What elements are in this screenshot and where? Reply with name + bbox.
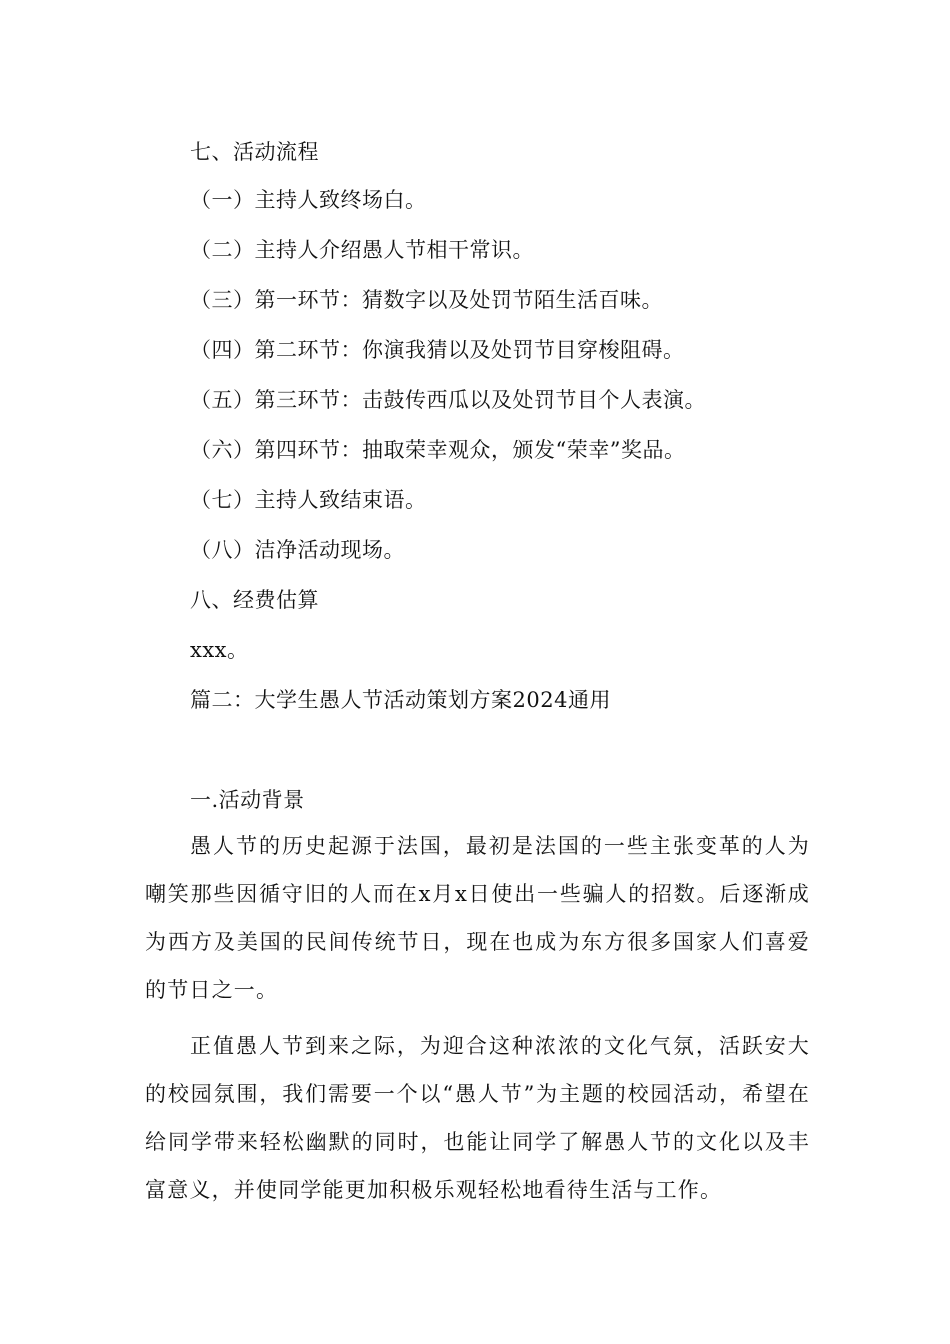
process-item: （二）主持人介绍愚人节相干常识。 xyxy=(190,238,534,262)
process-item: （三）第一环节：猜数字以及处罚节陌生活百味。 xyxy=(190,288,663,312)
section-heading-process: 七、活动流程 xyxy=(190,140,319,164)
process-item: （七）主持人致结束语。 xyxy=(190,488,427,512)
background-paragraph: 愚人节的历史起源于法国，最初是法国的一些主张变革的人为嘲笑那些因循守旧的人而在x月x日使出一些骗人的招数。后逐渐成为西方及美国的民间传统节日，现在也成为东方很多国家人们喜爱的节日之一。 xyxy=(145,834,810,1002)
background-paragraph: 正值愚人节到来之际，为迎合这种浓浓的文化气氛，活跃安大的校园氛围，我们需要一个以“愚人节”为主题的校园活动，希望在给同学带来轻松幽默的同时，也能让同学了解愚人节的文化以及丰富意义，并使同学能更加积极乐观轻松地看待生活与工作。 xyxy=(145,1034,810,1202)
process-item: （八）洁净活动现场。 xyxy=(190,538,405,562)
section-heading-background: 一.活动背景 xyxy=(190,788,305,812)
section-heading-budget: 八、经费估算 xyxy=(190,588,319,612)
process-item: （五）第三环节：击鼓传西瓜以及处罚节目个人表演。 xyxy=(190,388,706,412)
process-item: （一）主持人致终场白。 xyxy=(190,188,427,212)
process-item: （六）第四环节：抽取荣幸观众，颁发“荣幸”奖品。 xyxy=(190,438,686,462)
part-two-title: 篇二：大学生愚人节活动策划方案2024通用 xyxy=(190,688,611,712)
budget-content: xxx。 xyxy=(190,638,249,662)
process-item: （四）第二环节：你演我猜以及处罚节目穿梭阻碍。 xyxy=(190,338,685,362)
